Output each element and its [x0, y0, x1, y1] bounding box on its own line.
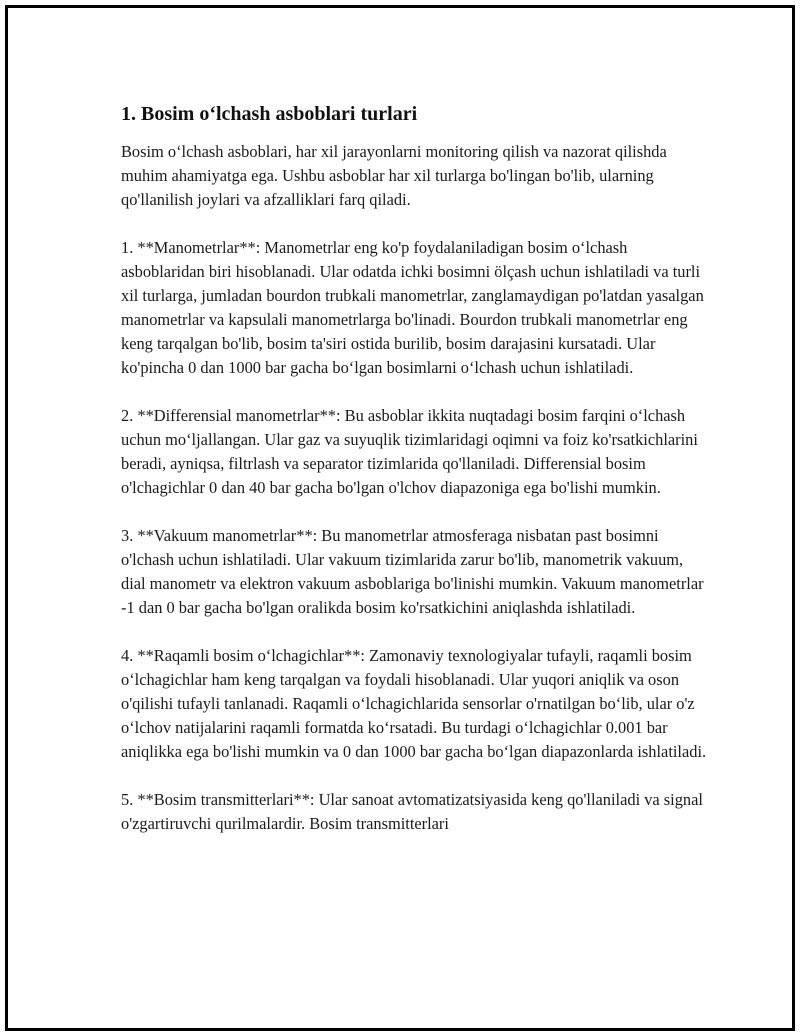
document-title: 1. Bosim oʻlchash asboblari turlari — [121, 103, 418, 125]
paragraph-manometrlar: 1. **Manometrlar**: Manometrlar eng ko'p foydalaniladigan bosim oʻlchash asboblaridan biri hisoblanadi. Ular odatda ichki bosimni ölçash uchun ishlatiladi va turli xil turlarga, jumladan bourdon trubkali manometrlar, zanglamaydigan po'latdan yasalgan manometrlar va kapsulali manometrlarga bo'linadi. Bourdon trubkali manometrlar eng keng tarqalgan bo'lib, bosim ta'siri ostida burilib, bosim darajasini kursatadi. Ular ko'pincha 0 dan 1000 bar gacha boʻlgan bosimlarni oʻlchash uchun ishlatiladi. — [121, 238, 704, 377]
paragraph-raqamli-olchagichlar: 4. **Raqamli bosim oʻlchagichlar**: Zamonaviy texnologiyalar tufayli, raqamli bosim oʻlchagichlar ham keng tarqalgan va foydali hisoblanadi. Ular yuqori aniqlik va oson o'qilishi tufayli tanlanadi. Raqamli oʻlchagichlarida sensorlar o'rnatilgan boʻlib, ular o'z oʻlchov natijalarini raqamli formatda koʻrsatadi. Bu turdagi oʻlchagichlar 0.001 bar aniqlikka ega bo'lishi mumkin va 0 dan 1000 bar gacha boʻlgan diapazonlarda ishlatiladi. — [121, 646, 707, 761]
intro-paragraph: Bosim oʻlchash asboblari, har xil jarayonlarni monitoring qilish va nazorat qilishda muhim ahamiyatga ega. Ushbu asboblar har xil turlarga bo'lingan bo'lib, ularning qo'llanilish joylari va afzalliklari farq qiladi. — [121, 142, 667, 209]
paragraph-vakuum-manometrlar: 3. **Vakuum manometrlar**: Bu manometrlar atmosferaga nisbatan past bosimni o'lchash uchun ishlatiladi. Ular vakuum tizimlarida zarur bo'lib, manometrik vakuum, dial manometr va elektron vakuum asboblariga bo'linishi mumkin. Vakuum manometrlar -1 dan 0 bar gacha bo'lgan oralikda bosim ko'rsatkichini aniqlashda ishlatiladi. — [121, 526, 704, 617]
document-body — [121, 100, 711, 836]
page-frame — [5, 5, 795, 1031]
paragraph-differensial-manometrlar: 2. **Differensial manometrlar**: Bu asboblar ikkita nuqtadagi bosim farqini oʻlchash uchun moʻljallangan. Ular gaz va suyuqlik tizimlaridagi oqimni va foiz ko'rsatkichlarini beradi, ayniqsa, filtrlash va separator tizimlarida qo'llaniladi. Differensial bosim o'lchagichlar 0 dan 40 bar gacha bo'lgan o'lchov diapazoniga ega bo'lishi mumkin. — [121, 406, 698, 497]
paragraph-bosim-transmitterlari: 5. **Bosim transmitterlari**: Ular sanoat avtomatizatsiyasida keng qo'llaniladi va signal o'zgartiruvchi qurilmalardir. Bosim transmitterlari — [121, 790, 703, 833]
